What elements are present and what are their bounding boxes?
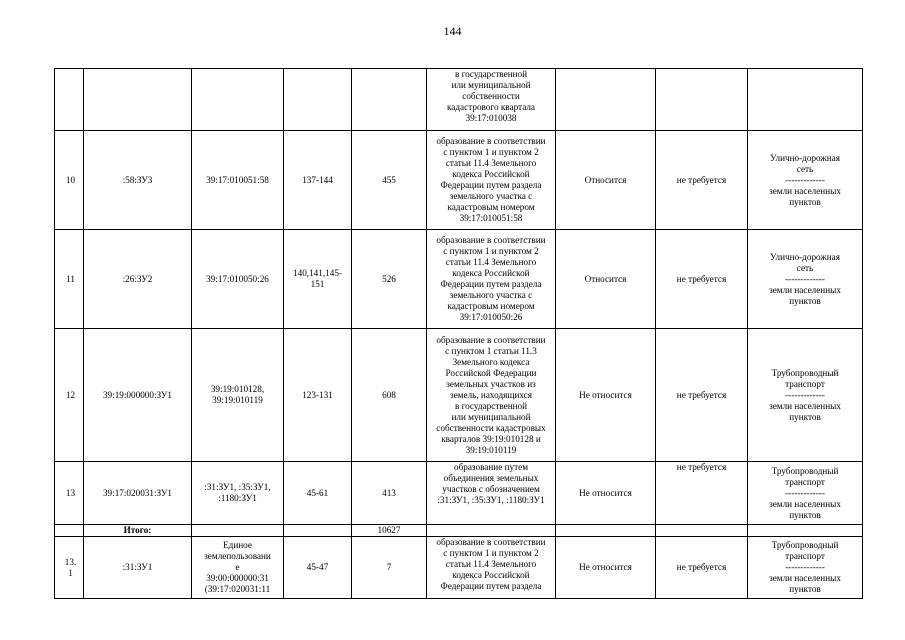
cell-relation: Не относится bbox=[556, 462, 656, 525]
cell-area bbox=[352, 69, 427, 131]
cell-permit: не требуется bbox=[656, 230, 748, 329]
cell-label: :31:ЗУ1 bbox=[84, 537, 192, 599]
page-number: 144 bbox=[443, 24, 462, 38]
cell-use: Трубопроводный транспорт ------------- земли населенных пунктов bbox=[748, 462, 863, 525]
cell-method: образование в соответствии с пунктом 1 и пунктом 2 статьи 11.4 Земельного кодекса Российской Федерации путем раздела земельного участка с кадастровым номером 39:17:010050:26 bbox=[427, 230, 556, 329]
cell-permit: не требуется bbox=[656, 537, 748, 599]
land-plots-table bbox=[54, 68, 863, 599]
cell-relation: Не относится bbox=[556, 329, 656, 462]
table-row bbox=[55, 131, 863, 230]
cell-label: 39:19:000000:ЗУ1 bbox=[84, 329, 192, 462]
cell-num: 12 bbox=[55, 329, 84, 462]
cell-use: Трубопроводный транспорт ------------- земли населенных пунктов bbox=[748, 537, 863, 599]
cell-num: 11 bbox=[55, 230, 84, 329]
cell-relation: Не относится bbox=[556, 537, 656, 599]
table-row bbox=[55, 230, 863, 329]
cell-area: 7 bbox=[352, 537, 427, 599]
cell-permit: не требуется bbox=[656, 462, 748, 525]
cell-cadastral: 39:19:010128, 39:19:010119 bbox=[192, 329, 284, 462]
cell-num: 10 bbox=[55, 131, 84, 230]
cell-method: образование в соответствии с пунктом 1 и пунктом 2 статьи 11.4 Земельного кодекса Российской Федерации путем раздела земельного участка с кадастровым номером 39:17:010051:58 bbox=[427, 131, 556, 230]
cell-method: в государственной или муниципальной собственности кадастрового квартала 39:17:010038 bbox=[427, 69, 556, 131]
cell-permit bbox=[656, 69, 748, 131]
cell-cadastral: :31:ЗУ1, :35:ЗУ1, :1180:ЗУ1 bbox=[192, 462, 284, 525]
cell-permit: не требуется bbox=[656, 131, 748, 230]
cell-area: 526 bbox=[352, 230, 427, 329]
cell-area: 413 bbox=[352, 462, 427, 525]
cell-relation bbox=[556, 69, 656, 131]
table-row bbox=[55, 462, 863, 525]
cell-method: образование в соответствии с пунктом 1 статьи 11.3 Земельного кодекса Российской Федерации земельных участков из земель, находящихся в государственной или муниципальной собственности кадастровых кварталов 39:19:010128 и 39:19:010119 bbox=[427, 329, 556, 462]
cell-cadastral: 39:17:010051:58 bbox=[192, 131, 284, 230]
cell-permit: не требуется bbox=[656, 329, 748, 462]
cell-num: 13 bbox=[55, 462, 84, 525]
table-row bbox=[55, 537, 863, 599]
cell-num: 13. 1 bbox=[55, 537, 84, 599]
cell-num bbox=[55, 69, 84, 131]
cell-label: :26:ЗУ2 bbox=[84, 230, 192, 329]
cell-points: 123-131 bbox=[284, 329, 352, 462]
cell-points: 45-47 bbox=[284, 537, 352, 599]
table-row bbox=[55, 69, 863, 131]
total-row bbox=[55, 525, 863, 537]
cell-use bbox=[748, 69, 863, 131]
cell-relation: Относится bbox=[556, 230, 656, 329]
cell-use: Трубопроводный транспорт ------------- земли населенных пунктов bbox=[748, 329, 863, 462]
cell-points bbox=[284, 69, 352, 131]
cell-label: :58:ЗУ3 bbox=[84, 131, 192, 230]
cell-use: Улично-дорожная сеть ------------- земли населенных пунктов bbox=[748, 230, 863, 329]
cell-points: 45-61 bbox=[284, 462, 352, 525]
cell-method: образование путем объединения земельных участков с обозначением :31:ЗУ1, :35:ЗУ1, :1180:ЗУ1 bbox=[427, 462, 556, 525]
total-area: 10627 bbox=[352, 525, 427, 537]
cell-points: 137-144 bbox=[284, 131, 352, 230]
cell-area: 608 bbox=[352, 329, 427, 462]
cell-cadastral: 39:17:010050:26 bbox=[192, 230, 284, 329]
cell-label bbox=[84, 69, 192, 131]
cell-method: образование в соответствии с пунктом 1 и пунктом 2 статьи 11.4 Земельного кодекса Российской Федерации путем раздела bbox=[427, 537, 556, 599]
table-row bbox=[55, 329, 863, 462]
cell-label: 39:17:020031:ЗУ1 bbox=[84, 462, 192, 525]
cell-use: Улично-дорожная сеть ------------- земли населенных пунктов bbox=[748, 131, 863, 230]
cell-area: 455 bbox=[352, 131, 427, 230]
cell-relation: Относится bbox=[556, 131, 656, 230]
total-label: Итого: bbox=[84, 525, 192, 537]
cell-cadastral: Единое землепользовани е 39:00:000000:31 (39:17:020031:11 bbox=[192, 537, 284, 599]
cell-points: 140,141,145- 151 bbox=[284, 230, 352, 329]
cell-cadastral bbox=[192, 69, 284, 131]
